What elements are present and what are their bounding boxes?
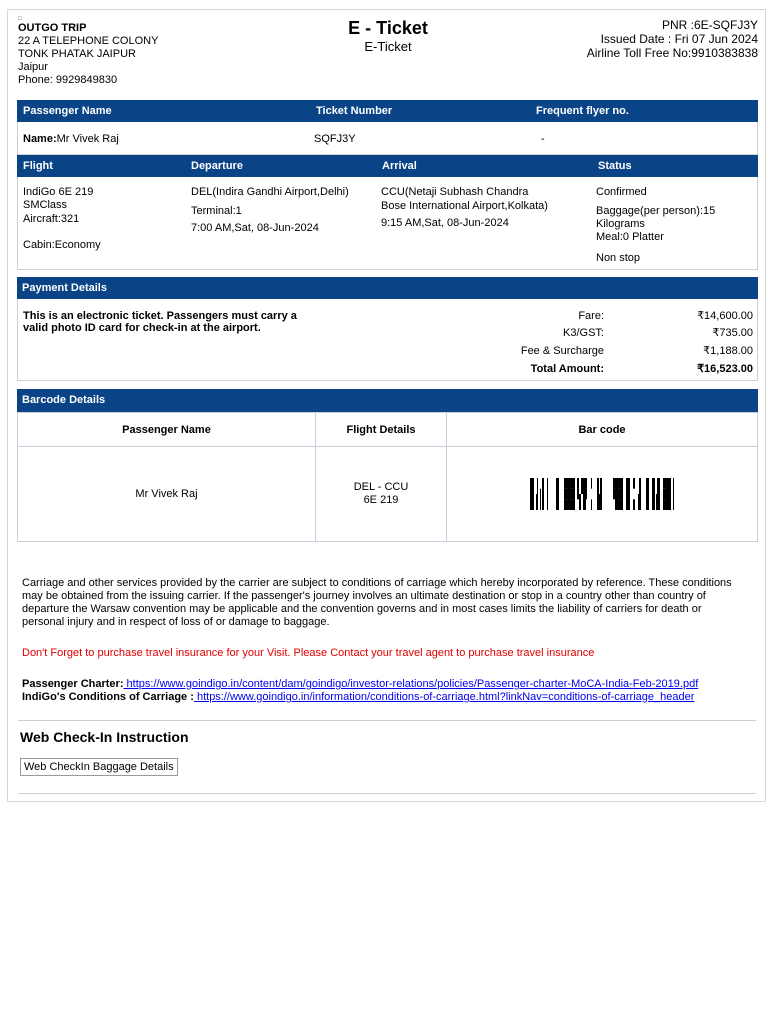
- tiny-mark: □: [18, 16, 22, 22]
- total-value: ₹16,523.00: [697, 363, 753, 375]
- arrival-airport-1: CCU(Netaji Subhash Chandra: [381, 186, 529, 198]
- agency-city: Jaipur: [18, 61, 48, 73]
- departure-time: 7:00 AM,Sat, 08-Jun-2024: [191, 222, 319, 234]
- arrival-time: 9:15 AM,Sat, 08-Jun-2024: [381, 217, 509, 229]
- issued-date: Issued Date : Fri 07 Jun 2024: [600, 32, 758, 46]
- col-departure: Departure: [191, 160, 243, 172]
- total-label: Total Amount:: [530, 363, 604, 375]
- status-confirmed: Confirmed: [596, 186, 647, 198]
- col-frequent-flyer: Frequent flyer no.: [536, 105, 629, 117]
- agency-block: [18, 16, 158, 87]
- conditions-link[interactable]: https://www.goindigo.in/information/conditions-of-carriage.html?linkNav=conditions-of-carriage_header: [193, 691, 695, 703]
- flight-name: IndiGo 6E 219: [23, 186, 94, 198]
- departure-terminal: Terminal:1: [191, 205, 242, 217]
- webcheckin-baggage-button[interactable]: Web CheckIn Baggage Details: [20, 758, 178, 776]
- payment-title: Payment Details: [22, 282, 107, 294]
- flight-cabin: Cabin:Economy: [23, 239, 101, 251]
- bc-col-flight: Flight Details: [316, 413, 447, 447]
- frequent-flyer-no: -: [541, 133, 545, 145]
- col-arrival: Arrival: [382, 160, 417, 172]
- flight-header-bar: [17, 155, 758, 177]
- flight-aircraft: Aircraft:321: [23, 213, 80, 225]
- pnr: PNR :6E-SQFJ3Y: [661, 18, 758, 32]
- name-label: Name:: [23, 133, 57, 145]
- ticket-title-block: [288, 18, 488, 55]
- charter-link[interactable]: https://www.goindigo.in/content/dam/goindigo/investor-relations/policies/Passenger-charter-MoCA-India-Feb-2019.pdf: [123, 678, 699, 690]
- barcode-image: [530, 478, 674, 510]
- gst-value: ₹735.00: [712, 327, 753, 339]
- bc-col-barcode: Bar code: [447, 413, 758, 447]
- ticket-number: SQFJ3Y: [314, 133, 356, 145]
- arrival-airport-2: Bose International Airport,Kolkata): [381, 200, 548, 212]
- flight-row: [17, 177, 758, 270]
- bc-flight-no: 6E 219: [363, 494, 399, 506]
- col-ticket-number: Ticket Number: [316, 105, 393, 117]
- bc-flight-details: [316, 447, 447, 542]
- status-meal: Meal:0 Platter: [596, 231, 664, 243]
- page-subtitle: E-Ticket: [364, 39, 412, 54]
- barcode-header-bar: [17, 389, 758, 412]
- fee-value: ₹1,188.00: [703, 345, 753, 357]
- passenger-header-bar: [17, 100, 758, 122]
- agency-address-1: 22 A TELEPHONE COLONY: [18, 35, 159, 47]
- bc-route: DEL - CCU: [353, 481, 409, 493]
- eticket-note-2: valid photo ID card for check-in at the airport.: [23, 322, 261, 334]
- conditions-label: IndiGo's Conditions of Carriage :: [22, 691, 194, 703]
- status-baggage: Baggage(per person):15: [596, 205, 716, 217]
- charter-label: Passenger Charter:: [22, 678, 124, 690]
- payment-box: [17, 299, 758, 381]
- fare-value: ₹14,600.00: [697, 310, 753, 322]
- eticket-note-1: This is an electronic ticket. Passengers must carry a: [23, 310, 297, 322]
- bc-passenger-name: Mr Vivek Raj: [18, 447, 316, 542]
- status-nonstop: Non stop: [596, 252, 641, 264]
- bc-barcode-cell: [447, 447, 758, 542]
- status-baggage-unit: Kilograms: [596, 218, 645, 230]
- fare-label: Fare:: [578, 310, 604, 322]
- webcheckin-title: Web Check-In Instruction: [20, 729, 189, 745]
- insurance-warning: Don't Forget to purchase travel insurance for your Visit. Please Contact your travel agent to purchase travel insurance: [22, 647, 595, 659]
- toll-free: Airline Toll Free No:9910383838: [586, 46, 758, 60]
- flight-class: SMClass: [23, 199, 68, 211]
- conditions-of-carriage: [22, 691, 742, 704]
- name-value: Mr Vivek Raj: [56, 133, 119, 145]
- bc-col-passenger: Passenger Name: [18, 413, 316, 447]
- divider-top: [18, 720, 756, 721]
- carriage-terms: Carriage and other services provided by the carrier are subject to conditions of carriage which hereby incorporated by reference. These conditions may be obtained from the issuing carrier. If the passenger's journey involves an ultimate destination or stop in a country other than country of departure the Warsaw convention may be applicable and the convention governs and in most cases limits the liability of carriers for death or personal injury and in respect of loss of or damage to baggage.: [22, 577, 732, 628]
- passenger-charter: [22, 678, 742, 691]
- barcode-title: Barcode Details: [22, 394, 106, 406]
- fee-label: Fee & Surcharge: [520, 345, 604, 357]
- agency-phone: Phone: 9929849830: [18, 74, 118, 86]
- barcode-table: [17, 412, 758, 542]
- passenger-name: [23, 133, 119, 146]
- passenger-row: [17, 122, 758, 155]
- col-flight: Flight: [23, 160, 53, 172]
- gst-label: K3/GST:: [563, 327, 604, 339]
- page-title: E - Ticket: [348, 18, 428, 38]
- pnr-block: [587, 18, 758, 60]
- agency-name: OUTGO TRIP: [18, 22, 87, 34]
- col-status: Status: [598, 160, 632, 172]
- agency-address-2: TONK PHATAK JAIPUR: [18, 48, 136, 60]
- divider-bottom: [18, 793, 756, 794]
- col-passenger-name: Passenger Name: [23, 105, 112, 117]
- departure-airport: DEL(Indira Gandhi Airport,Delhi): [191, 186, 349, 198]
- payment-header-bar: [17, 277, 758, 299]
